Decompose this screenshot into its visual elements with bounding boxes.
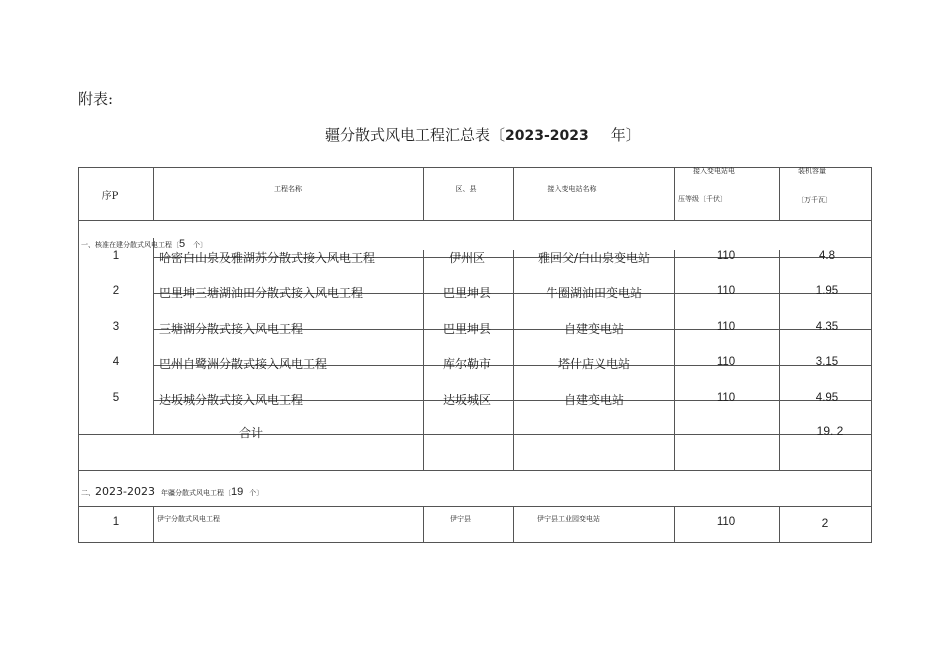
section1-label-suffix: 个〕 — [193, 241, 208, 249]
header-seq: 序P — [101, 191, 119, 202]
subtotal-capacity: 19. 2 — [816, 424, 844, 438]
row-voltage: 110 — [716, 392, 736, 404]
col-line — [674, 167, 675, 221]
col-line — [423, 506, 424, 543]
row-capacity: 1.95 — [815, 285, 839, 297]
row-project-name: 巴里坤三塘湖油田分散式接入风电工程 — [159, 286, 364, 300]
header-capacity-line2: 〔万千瓦〕 — [797, 196, 832, 204]
col-line — [153, 167, 154, 221]
row-seq: 3 — [112, 321, 120, 333]
row-substation: 自建变电站 — [563, 322, 625, 336]
row-district: 巴里坤县 — [442, 286, 492, 300]
row-capacity: 4.95 — [815, 392, 839, 404]
row-district: 伊州区 — [448, 251, 486, 265]
title-suffix: 年〕 — [610, 126, 641, 144]
section2-label-prefix: 二、 — [81, 489, 95, 497]
row-project-name: 哈密白山泉及雅湖苏分散式接入风电工程 — [159, 251, 376, 265]
row-voltage: 110 — [716, 356, 736, 368]
header-voltage-line2: 压等级〔千伏〕 — [678, 195, 727, 203]
col-line — [674, 506, 675, 543]
page-title — [325, 124, 641, 145]
row-substation: 自建变电站 — [563, 393, 625, 407]
row-voltage: 110 — [716, 321, 736, 333]
section2-year-range: 2023-2023 — [95, 485, 155, 498]
row-project-name: 三塘湖分散式接入风电工程 — [159, 322, 304, 336]
row-project-name: 巴州自鹭洲分散式接入风电工程 — [159, 357, 328, 371]
row-line — [78, 506, 872, 507]
col-line — [513, 167, 514, 221]
col-line — [423, 167, 424, 221]
row-substation: 塔什店义电站 — [557, 357, 631, 371]
subtotal-label: 合计 — [238, 426, 264, 440]
row-district: 库尔勒市 — [442, 357, 492, 371]
col-line — [779, 506, 780, 543]
row-substation: 牛圈湖油田变电站 — [545, 286, 643, 300]
row-seq: 5 — [112, 392, 120, 404]
row-capacity: 4.35 — [815, 321, 839, 333]
row-line — [78, 434, 872, 435]
attachment-label: 附表: — [78, 90, 114, 108]
col-line — [153, 506, 154, 543]
row-seq: 4 — [112, 356, 120, 368]
row-seq: 1 — [112, 250, 120, 262]
header-capacity-line1: 装机容量 — [798, 167, 826, 175]
section1-count: 5 — [179, 238, 186, 250]
section2-label — [81, 480, 263, 499]
col-line — [779, 167, 780, 221]
header-district: 区、县 — [455, 185, 477, 193]
row-district: 伊宁县 — [450, 515, 471, 523]
row-substation: 伊宁县工业园变电站 — [537, 515, 600, 523]
table-border-bottom — [78, 542, 872, 543]
title-text: 疆分散式风电工程汇总表〔 — [325, 126, 506, 144]
header-name: 工程名称 — [274, 185, 302, 193]
row-district: 巴里坤县 — [442, 322, 492, 336]
section1-label-prefix: 一、核准在建分散式风电工程〔 — [81, 241, 179, 249]
col-line — [423, 250, 424, 471]
row-voltage: 110 — [716, 516, 736, 528]
row-capacity: 2 — [821, 516, 829, 530]
row-district: 达坂城区 — [442, 393, 492, 407]
table-header-bottom — [78, 220, 872, 221]
row-capacity: 3.15 — [815, 356, 839, 368]
row-substation: 雅回父/白山泉变电站 — [537, 251, 651, 265]
col-line — [153, 238, 154, 435]
section2-label-suffix: 个〕 — [249, 489, 264, 497]
row-seq: 2 — [112, 285, 120, 297]
col-line — [513, 506, 514, 543]
table-border-right — [871, 167, 872, 543]
table-border-left — [78, 167, 79, 543]
row-seq: 1 — [112, 516, 120, 528]
row-line — [78, 470, 872, 471]
header-substation: 接入变电站名称 — [547, 185, 597, 193]
row-project-name: 达坂城分散式接入风电工程 — [159, 393, 304, 407]
title-year-range: 2023-2023 — [505, 128, 589, 144]
table-border-top — [78, 167, 872, 168]
row-project-name: 伊宁分散式风电工程 — [157, 515, 220, 523]
row-capacity: 4.8 — [819, 250, 835, 262]
row-voltage: 110 — [716, 250, 736, 262]
col-line — [674, 250, 675, 471]
section2-count: 19 — [230, 486, 244, 498]
header-voltage-line1: 接入变电站电 — [693, 167, 735, 175]
col-line — [779, 250, 780, 471]
row-voltage: 110 — [716, 285, 736, 297]
section2-label-mid: 年疆分散式风电工程〔 — [160, 489, 231, 497]
col-line — [513, 250, 514, 471]
